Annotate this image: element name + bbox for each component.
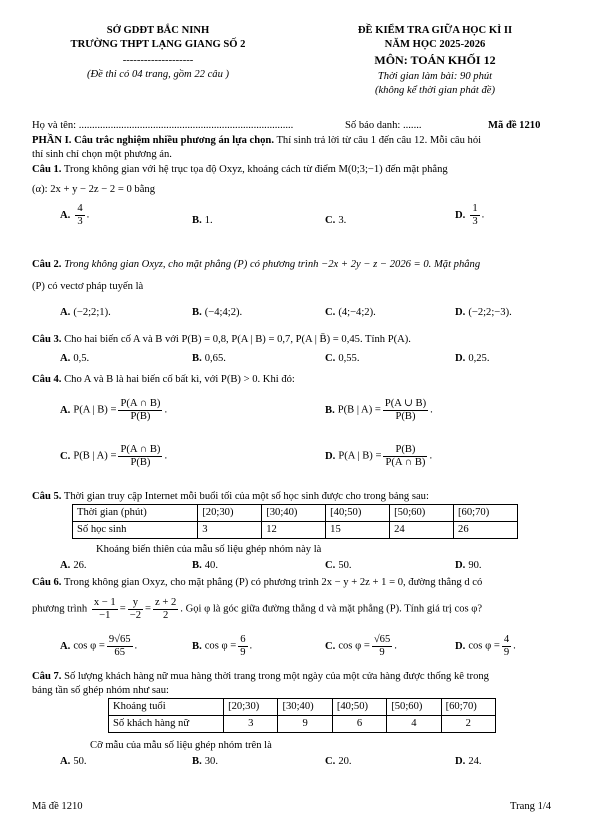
question-7-text-2: bảng tần số ghép nhóm như sau: [32,685,169,696]
question-1 [32,163,562,176]
table-cell: 2 [441,716,495,733]
table-cell: [50;60) [390,505,454,522]
exam-title: ĐỀ KIỂM TRA GIỮA HỌC KÌ II [357,25,513,36]
table-cell: 12 [262,522,326,539]
q7-option-c[interactable]: C. 20. [325,756,352,767]
q1-a-fraction: $\frac{4}{3}$ [77,203,83,227]
q3-option-d[interactable]: D. 0,25. [455,353,490,364]
part1-desc: Thí sinh trả lời từ câu 1 đến câu 12. Mỗi câu hỏi [273,135,482,146]
q5-option-d[interactable]: D. 90. [455,560,482,571]
question-6-label: Câu 6. [32,577,62,588]
question-4 [32,373,562,386]
header-divider: -------------------- [122,55,194,66]
table-row [73,522,518,539]
question-6 [32,576,562,589]
table-cell: 24 [390,522,454,539]
table-cell: 26 [454,522,518,539]
question-1-text: Trong không gian với hệ trục tọa độ Oxyz, khoảng cách từ điểm M(0;3;−1) đến mặt phẳng [61,164,448,175]
question-3-label: Câu 3. [32,334,62,345]
exam-code: Mã đề 1210 [488,120,541,131]
q7-option-a[interactable]: A. 50. [60,756,87,767]
q2-option-b[interactable]: B. (−4;4;2). [192,307,243,318]
q7-frequency-table [108,698,496,733]
question-7-text: Số lượng khách hàng nữ mua hàng thời trang trong một ngày của một cửa hàng được thống kê trong [61,671,489,682]
q7-option-b[interactable]: B. 30. [192,756,218,767]
table-row [109,699,496,716]
q3-option-a[interactable]: A. 0,5. [60,353,90,364]
question-7-label: Câu 7. [32,671,62,682]
question-4-text: Cho A và B là hai biến cố bất kì, với P(B) > 0. Khi đó: [61,374,295,385]
table-cell: [20;30) [198,505,262,522]
q4-option-b[interactable]: B. P(B | A) = $\frac{P(A \cup B)}{P(B)}$ . [325,398,433,422]
student-id-field[interactable]: ....... [402,120,422,131]
exam-page-note: (Đề thi có 04 trang, gồm 22 câu ) [86,69,230,80]
footer-exam-code: Mã đề 1210 [32,801,83,812]
table-cell: 3 [198,522,262,539]
school-year: NĂM HỌC 2025-2026 [384,39,486,50]
question-1-label: Câu 1. [32,164,62,175]
q1-option-b[interactable]: B. 1. [192,215,213,226]
student-name-label: Họ và tên: [32,120,79,131]
question-6-text: Trong không gian Oxyz, cho mặt phẳng (P) có phương trình 2x − y + 2z + 1 = 0, đường thẳng d có [61,577,483,588]
q1-option-d[interactable]: D. $\frac{1}{3}$ . [455,203,485,227]
table-cell: 9 [278,716,332,733]
table-cell: Khoảng tuổi [109,699,224,716]
question-3 [32,333,562,346]
q6-option-b[interactable]: B. cos φ = $\frac{6}{9}$ . [192,634,253,658]
student-name-line [32,119,293,132]
exam-time-note: (không kể thời gian phát đề) [374,85,496,96]
question-2-label: Câu 2. [32,259,62,270]
question-2-text-2: (P) có vectơ pháp tuyến là [32,281,144,292]
q4-option-a[interactable]: A. P(A | B) = $\frac{P(A \cap B)}{P(B)}$ . [60,398,168,422]
q4-option-c[interactable]: C. P(B | A) = $\frac{P(A \cap B)}{P(B)}$ . [60,444,168,468]
part1-desc-2: thí sinh chỉ chọn một phương án. [32,149,172,160]
table-cell: [20;30) [224,699,278,716]
q5-frequency-table [72,504,518,539]
student-id-line [345,119,422,132]
q5-option-b[interactable]: B. 40. [192,560,218,571]
table-cell: Số khách hàng nữ [109,716,224,733]
q5-option-c[interactable]: C. 50. [325,560,352,571]
q2-option-a[interactable]: A. (−2;2;1). [60,307,111,318]
q1-d-fraction: $\frac{1}{3}$ [472,203,478,227]
q2-option-d[interactable]: D. (−2;2;−3). [455,307,512,318]
q6-option-d[interactable]: D. cos φ = $\frac{4}{9}$ . [455,634,516,658]
question-1-text-2: (α): 2x + y − 2z − 2 = 0 bằng [32,184,156,195]
question-7-after: Cỡ mẫu của mẫu số liệu ghép nhóm trên là [90,740,272,751]
school-name: TRƯỜNG THPT LẠNG GIANG SỐ 2 [70,39,246,50]
table-cell: 3 [224,716,278,733]
table-row [73,505,518,522]
q3-option-b[interactable]: B. 0,65. [192,353,226,364]
question-5 [32,490,562,503]
question-7 [32,670,562,683]
question-3-text: Cho hai biến cố A và B với P(B) = 0,8, P(A | B) = 0,7, P(A | B̄) = 0,45. Tính P(A). [61,334,411,345]
table-cell: [40;50) [332,699,386,716]
q4-option-d[interactable]: D. P(A | B) = $\frac{P(B)}{P(A \cap B)}$ . [325,444,433,468]
table-cell: 6 [332,716,386,733]
table-cell: 4 [387,716,441,733]
table-cell: [50;60) [387,699,441,716]
question-5-label: Câu 5. [32,491,62,502]
table-cell: Số học sinh [73,522,198,539]
q1-option-a[interactable]: A. $\frac{4}{3}$ . [60,203,90,227]
question-4-label: Câu 4. [32,374,62,385]
table-cell: [30;40) [262,505,326,522]
exam-time: Thời gian làm bài: 90 phút [377,71,493,82]
question-5-after: Khoảng biến thiên của mẫu số liệu ghép nhóm này là [96,544,322,555]
question-2 [32,258,562,271]
q7-option-d[interactable]: D. 24. [455,756,482,767]
q1-option-c[interactable]: C. 3. [325,215,347,226]
q2-option-c[interactable]: C. (4;−4;2). [325,307,376,318]
table-cell: 15 [326,522,390,539]
student-id-label: Số báo danh: [345,120,403,131]
question-2-text: Trong không gian Oxyz, cho mặt phẳng (P) có phương trình −2x + 2y − z − 2026 = 0. Mặt phẳng [61,259,481,270]
table-cell: [60;70) [454,505,518,522]
department-name: SỞ GDĐT BẮC NINH [106,25,210,36]
part1-intro [32,134,562,147]
table-cell: Thời gian (phút) [73,505,198,522]
q3-option-c[interactable]: C. 0,55. [325,353,360,364]
table-cell: [40;50) [326,505,390,522]
q5-option-a[interactable]: A. 26. [60,560,87,571]
part1-title: PHẦN I. Câu trắc nghiệm nhiều phương án lựa chọn. [32,135,274,146]
q6-option-c[interactable]: C. cos φ = $\frac{√65}{9}$ . [325,634,397,658]
footer-page-number: Trang 1/4 [510,801,552,812]
table-row [109,716,496,733]
subject-title: MÔN: TOÁN KHỐI 12 [374,53,496,67]
student-name-field[interactable]: ................................................................................. [78,120,294,131]
table-cell: [60;70) [441,699,495,716]
question-6-line-2: phương trình $\frac{x - 1}{-1}$ = $\frac{y}{-2}$ = $\frac{z + 2}{2}$ . Gọi φ là góc giữa đường thẳng d và mặt phẳng (P). Tính giá trị cos φ? [32,597,483,621]
question-5-text: Thời gian truy cập Internet mỗi buổi tối của một số học sinh được cho trong bảng sau: [61,491,429,502]
q6-option-a[interactable]: A. cos φ = $\frac{9√65}{65}$ . [60,634,138,658]
table-cell: [30;40) [278,699,332,716]
